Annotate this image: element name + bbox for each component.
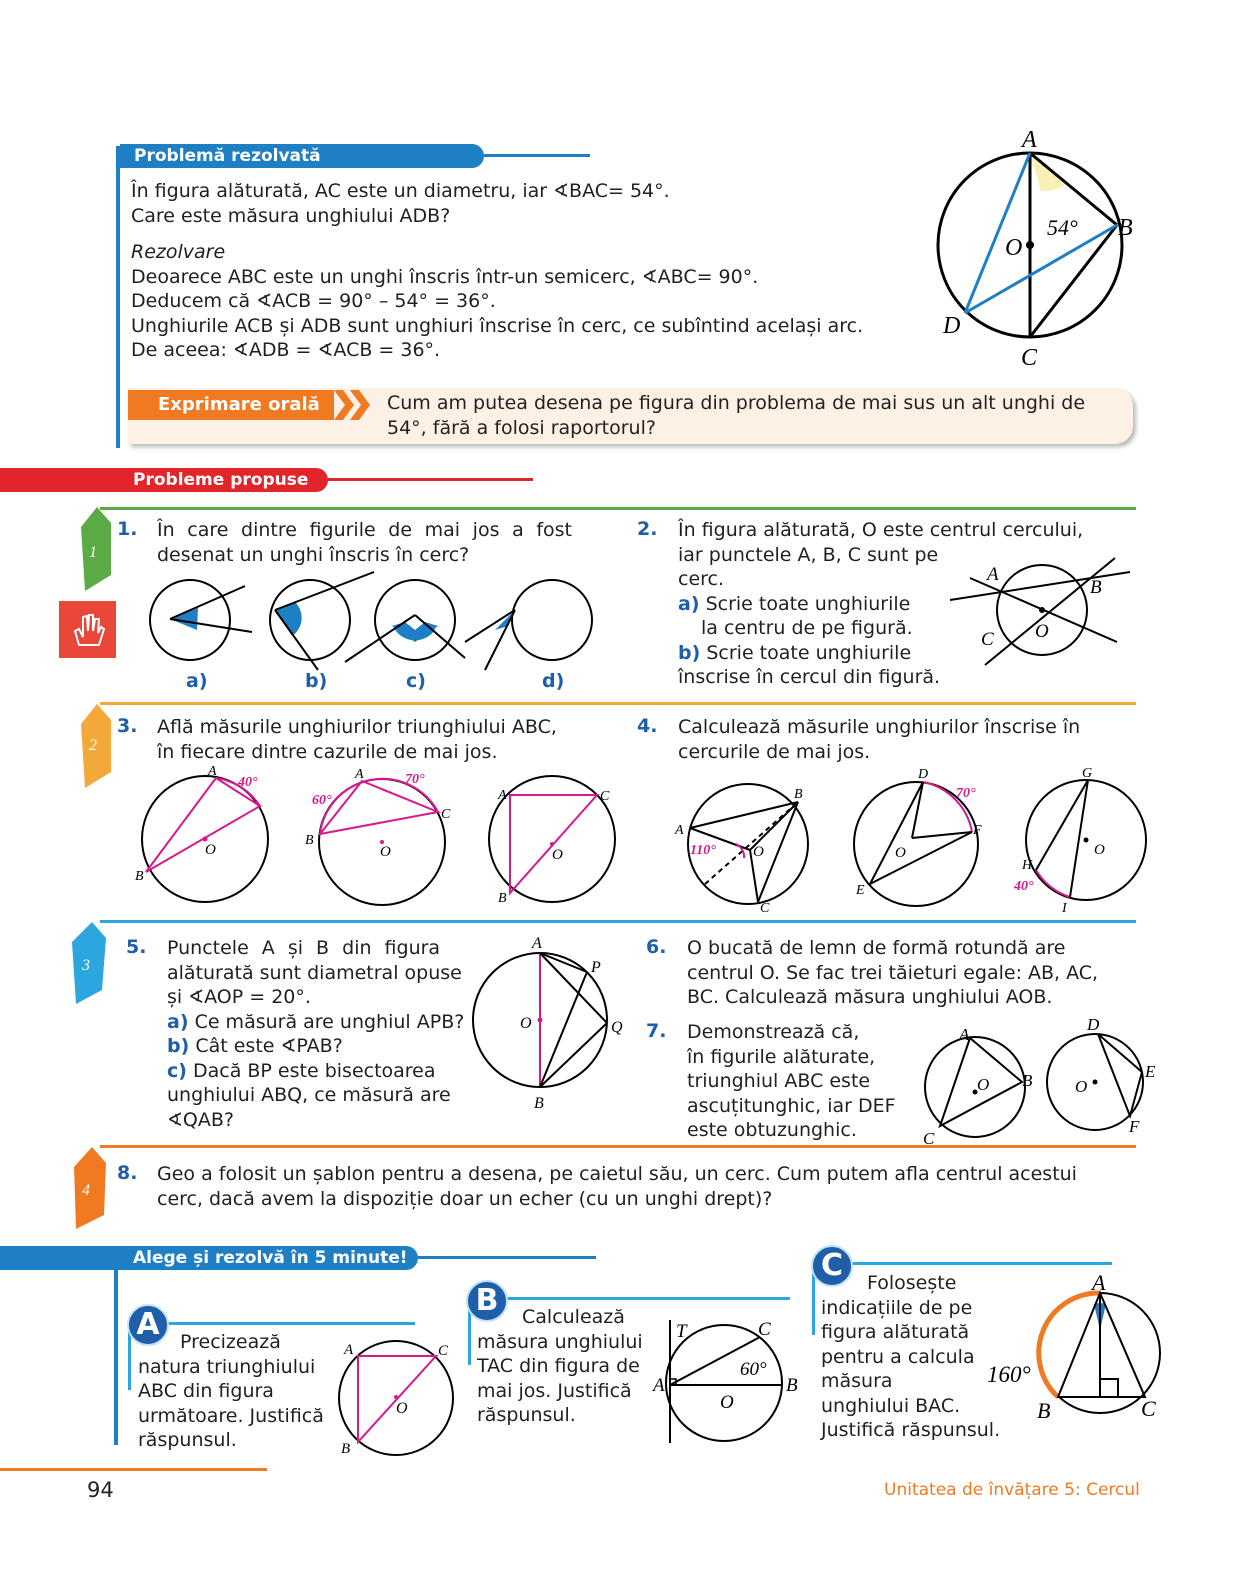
p4-f3-I: I [1062, 901, 1067, 916]
p5-line3: și ∢AOP = 20°. [167, 986, 311, 1008]
solution-line-4: De aceea: ∢ADB = ∢ACB = 36°. [131, 339, 441, 361]
level-1-rule [100, 507, 1136, 510]
p2-fig-O: O [1035, 621, 1049, 642]
card-c-rule [835, 1262, 1112, 1265]
p2-line3: cerc. [678, 568, 725, 590]
p2-fig-B: B [1090, 577, 1102, 598]
level-2-number: 2 [89, 737, 97, 754]
p3-f1-B: B [135, 869, 144, 884]
solved-left-rule [116, 146, 120, 448]
card-b-line3: TAC din figura de [477, 1355, 640, 1377]
p4-f2-arc: 70° [956, 786, 976, 801]
p4-text [678, 715, 1098, 764]
p5-fig-A: A [532, 935, 542, 952]
p4-f1-B: B [794, 787, 803, 802]
card-a-figure [336, 1335, 466, 1460]
card-c-line6: unghiului BAC. [821, 1394, 961, 1417]
level-4-crayon-icon [66, 1145, 110, 1231]
level-1-crayon-icon [75, 505, 115, 591]
p3-f2-C: C [441, 807, 451, 822]
solution-label: Rezolvare [131, 241, 226, 263]
p7-figures [915, 1012, 1165, 1147]
p4-f3-G: G [1082, 766, 1093, 781]
level-2-crayon-icon [75, 702, 115, 788]
choose-left-rule [114, 1270, 118, 1445]
card-a-line2: natura triunghiului [138, 1355, 316, 1378]
solved-figure [925, 125, 1155, 375]
p4-line1: Calculează măsurile unghiurilor înscrise în [678, 716, 1081, 738]
p4-f1-A: A [675, 823, 684, 838]
p4-f3-H: H [1022, 858, 1033, 873]
p7-line3: triunghiul ABC este [687, 1070, 871, 1092]
p6-text [687, 936, 1127, 1010]
p2-figure [945, 550, 1140, 675]
p3-f1-O: O [205, 842, 216, 858]
card-a-badge-letter: A [136, 1307, 160, 1342]
p3-f3-B: B [498, 891, 507, 906]
card-b-line5: răspunsul. [477, 1404, 576, 1426]
touch-hand-icon[interactable] [59, 601, 116, 658]
p5-c-label: c) [167, 1059, 187, 1082]
card-b-line1: Calculează [522, 1306, 625, 1328]
card-a-text [138, 1330, 338, 1453]
oral-label: Exprimare orală [158, 394, 320, 415]
solved-title: Problemă rezolvată [134, 146, 321, 166]
p2-b-text2: înscrise în cercul din figură. [678, 666, 941, 688]
p7-line1: Demonstrează că, [687, 1021, 860, 1043]
p3-line2: în fiecare dintre cazurile de mai jos. [157, 740, 498, 763]
proposed-title-rule [328, 478, 533, 481]
page-number: 94 [87, 1478, 114, 1502]
p5-b-text: Cât este ∢PAB? [195, 1035, 343, 1057]
card-c-badge-letter: C [820, 1248, 844, 1283]
solved-fig-O: O [1005, 235, 1023, 261]
level-2-rule [100, 702, 1136, 705]
card-b-rule [490, 1297, 790, 1300]
p3-f2-B: B [305, 833, 314, 848]
solved-statement-line1: În figura alăturată, AC este un diametru, iar ∢BAC= 54°. [131, 180, 670, 202]
oral-chevrons-icon [334, 390, 374, 420]
p2-b-label: b) [678, 641, 701, 664]
p4-f2-O: O [895, 845, 906, 861]
unit-title: Unitatea de învățare 5: Cercul [884, 1480, 1140, 1500]
solved-fig-C: C [1021, 345, 1038, 371]
p7-f1-B: B [1022, 1071, 1033, 1090]
solved-fig-D: D [943, 313, 961, 339]
p4-f3-arc: 40° [1014, 879, 1034, 894]
footer-rule [0, 1468, 267, 1471]
p1-figures [140, 570, 610, 675]
p5-c-text2: unghiului ABQ, ce măsură are [167, 1084, 451, 1106]
card-a-left-rule [128, 1330, 131, 1390]
solution-line-3: Unghiurile ACB și ADB sunt unghiuri înscrise în cerc, ce subîntind același arc. [131, 314, 864, 337]
solved-title-rule [484, 154, 590, 157]
solved-fig-angle: 54° [1047, 215, 1078, 240]
level-3-crayon-icon [42, 920, 110, 1006]
p4-line2: cercurile de mai jos. [678, 740, 871, 763]
card-b-figure [650, 1315, 810, 1445]
p5-number: 5. [126, 936, 147, 958]
level-4-number: 4 [82, 1182, 90, 1199]
oral-text: Cum am putea desena pe figura din problema de mai sus un alt unghi de 54°, fără a folosi raportorul? [387, 392, 1086, 439]
p1-option-c[interactable]: c) [406, 670, 426, 692]
proposed-title-band [0, 468, 328, 492]
card-c-fig-A: A [1092, 1270, 1106, 1295]
card-a-line5: răspunsul. [138, 1429, 237, 1451]
p7-f2-E: E [1145, 1062, 1156, 1081]
p3-f2-A: A [355, 767, 364, 782]
proposed-title: Probleme propuse [133, 470, 309, 490]
p4-f2-E: E [856, 883, 865, 898]
p3-f2-arc1: 60° [312, 793, 332, 808]
p8-number: 8. [117, 1162, 138, 1184]
level-3-number: 3 [82, 957, 90, 974]
p2-fig-A: A [987, 564, 999, 585]
level-1-number: 1 [89, 544, 97, 561]
p2-number: 2. [637, 518, 658, 540]
p5-line1: Punctele A și B din figura [167, 937, 441, 959]
card-a-line1: Precizează [180, 1331, 281, 1353]
p5-figure [470, 930, 630, 1115]
p1-option-b[interactable]: b) [305, 670, 328, 692]
p7-line2: în figurile alăturate, [687, 1045, 876, 1068]
card-a-line3: ABC din figura [138, 1380, 274, 1402]
p5-a-text: Ce măsură are unghiul APB? [194, 1010, 465, 1033]
p7-f2-F: F [1129, 1117, 1140, 1136]
p4-f1-C: C [760, 901, 770, 916]
p5-fig-P: P [591, 959, 601, 976]
card-a-line4: următoare. Justifică [138, 1404, 324, 1427]
p3-number: 3. [117, 715, 138, 737]
card-b-line4: mai jos. Justifică [477, 1379, 632, 1402]
oral-label-band [128, 390, 334, 420]
p2-a-label: a) [678, 592, 700, 615]
card-c-line5: măsura [821, 1370, 893, 1392]
p4-f2-F: F [973, 823, 982, 838]
p3-f3-C: C [600, 789, 610, 804]
p8-text [157, 1162, 1137, 1211]
p2-a-text2: la centru de pe figură. [701, 617, 913, 639]
p5-c-text1: Dacă BP este bisectoarea [193, 1059, 436, 1082]
p3-f1-arc: 40° [238, 775, 258, 790]
card-c-fig-B: B [1037, 1398, 1051, 1423]
p5-fig-Q: Q [611, 1019, 623, 1036]
p3-text [157, 715, 597, 764]
choose-title: Alege și rezolvă în 5 minute! [133, 1248, 408, 1268]
p7-number: 7. [646, 1020, 667, 1042]
p3-figures [130, 762, 630, 910]
p4-number: 4. [637, 715, 658, 737]
p5-c-text3: ∢QAB? [167, 1108, 234, 1131]
card-c-line4: pentru a calcula [821, 1345, 975, 1368]
p7-f1-C: C [923, 1129, 935, 1147]
card-c-left-rule [812, 1270, 815, 1335]
solution-line-1: Deoarece ABC este un unghi înscris într-un semicerc, ∢ABC= 90°. [131, 265, 759, 288]
p3-line1: Află măsurile unghiurilor triunghiului ABC, [157, 716, 557, 738]
p7-line5: este obtuzunghic. [687, 1119, 857, 1141]
p3-f3-O: O [552, 847, 563, 863]
level-3-rule [100, 920, 1136, 923]
card-b-text [477, 1305, 667, 1428]
solved-fig-B: B [1118, 215, 1133, 241]
card-c-fig-C: C [1141, 1396, 1156, 1421]
p2-line2: iar punctele A, B, C sunt pe [678, 543, 939, 566]
p3-f2-arc2: 70° [405, 772, 425, 787]
p5-b-label: b) [167, 1035, 190, 1057]
card-c-figure [985, 1270, 1165, 1425]
p3-f2-O: O [380, 844, 391, 860]
solved-statement-line2: Care este măsura unghiului ADB? [131, 204, 451, 227]
p7-f1-A: A [959, 1025, 970, 1044]
p3-f1-A: A [208, 764, 217, 779]
p5-fig-O: O [520, 1015, 532, 1032]
card-b-line2: măsura unghiului [477, 1330, 643, 1353]
p1-number: 1. [117, 518, 138, 540]
card-c-line1: Folosește [867, 1272, 957, 1294]
card-c-fig-arc: 160° [987, 1362, 1031, 1387]
p1-option-a[interactable]: a) [186, 670, 208, 692]
p4-f1-angle: 110° [690, 843, 716, 858]
p5-fig-B: B [534, 1095, 544, 1112]
card-c-line2: indicațiile de pe [821, 1296, 973, 1319]
p7-line4: ascuțitunghic, iar DEF [687, 1094, 896, 1117]
card-a-rule [150, 1322, 415, 1325]
card-a-fig-A: A [344, 1342, 354, 1358]
solution-line-2: Deducem că ∢ACB = 90° – 54° = 36°. [131, 290, 496, 312]
p5-text [167, 936, 467, 1132]
p4-f2-D: D [918, 767, 929, 782]
p2-a-text1: Scrie toate unghiurile [705, 592, 911, 615]
card-b-badge-letter: B [475, 1283, 499, 1318]
p2-line1: În figura alăturată, O este centrul cercului, [678, 519, 1084, 541]
p6-line2: centrul O. Se fac trei tăieturi egale: AB, AC, [687, 961, 1099, 984]
solved-title-band [120, 144, 484, 168]
p5-a-label: a) [167, 1010, 189, 1033]
card-c-line3: figura alăturată [821, 1321, 970, 1343]
card-b-fig-T: T [676, 1321, 687, 1342]
p7-f2-O: O [1075, 1077, 1088, 1096]
card-b-fig-O: O [720, 1392, 734, 1413]
p5-line2: alăturată sunt diametral opuse [167, 961, 462, 984]
card-c-line7: Justifică răspunsul. [821, 1419, 1001, 1441]
solved-statement [131, 179, 891, 363]
card-b-fig-A: A [653, 1375, 665, 1396]
p7-text [687, 1020, 917, 1143]
p7-f1-O: O [977, 1075, 990, 1094]
solved-fig-A: A [1022, 127, 1037, 153]
card-a-fig-O: O [396, 1400, 408, 1417]
card-a-fig-C: C [438, 1343, 449, 1359]
p8-line1: Geo a folosit un șablon pentru a desena, pe caietul său, un cerc. Cum putem afla centrul acestui [157, 1163, 1077, 1185]
card-a-fig-B: B [341, 1441, 351, 1457]
p3-f3-A: A [498, 788, 507, 803]
p6-line1: O bucată de lemn de formă rotundă are [687, 937, 1066, 959]
choose-title-band [0, 1246, 418, 1270]
choose-title-rule [418, 1256, 596, 1259]
p4-figures [670, 762, 1150, 917]
p4-f1-O: O [753, 844, 764, 860]
card-b-fig-angle: 60° [740, 1359, 767, 1380]
card-b-fig-C: C [758, 1319, 771, 1340]
p1-option-d[interactable]: d) [542, 670, 565, 692]
p2-b-text1: Scrie toate unghiurile [706, 641, 912, 664]
p1-text: În care dintre figurile de mai jos a fost desenat un unghi înscris în cerc? [157, 519, 572, 566]
card-b-fig-B: B [786, 1375, 798, 1396]
p7-f2-D: D [1087, 1015, 1100, 1034]
p8-line2: cerc, dacă avem la dispoziție doar un echer (cu un unghi drept)? [157, 1187, 773, 1210]
p6-number: 6. [646, 936, 667, 958]
p4-f3-O: O [1094, 842, 1105, 858]
p2-fig-C: C [981, 629, 994, 650]
p6-line3: BC. Calculează măsura unghiului AOB. [687, 986, 1053, 1008]
